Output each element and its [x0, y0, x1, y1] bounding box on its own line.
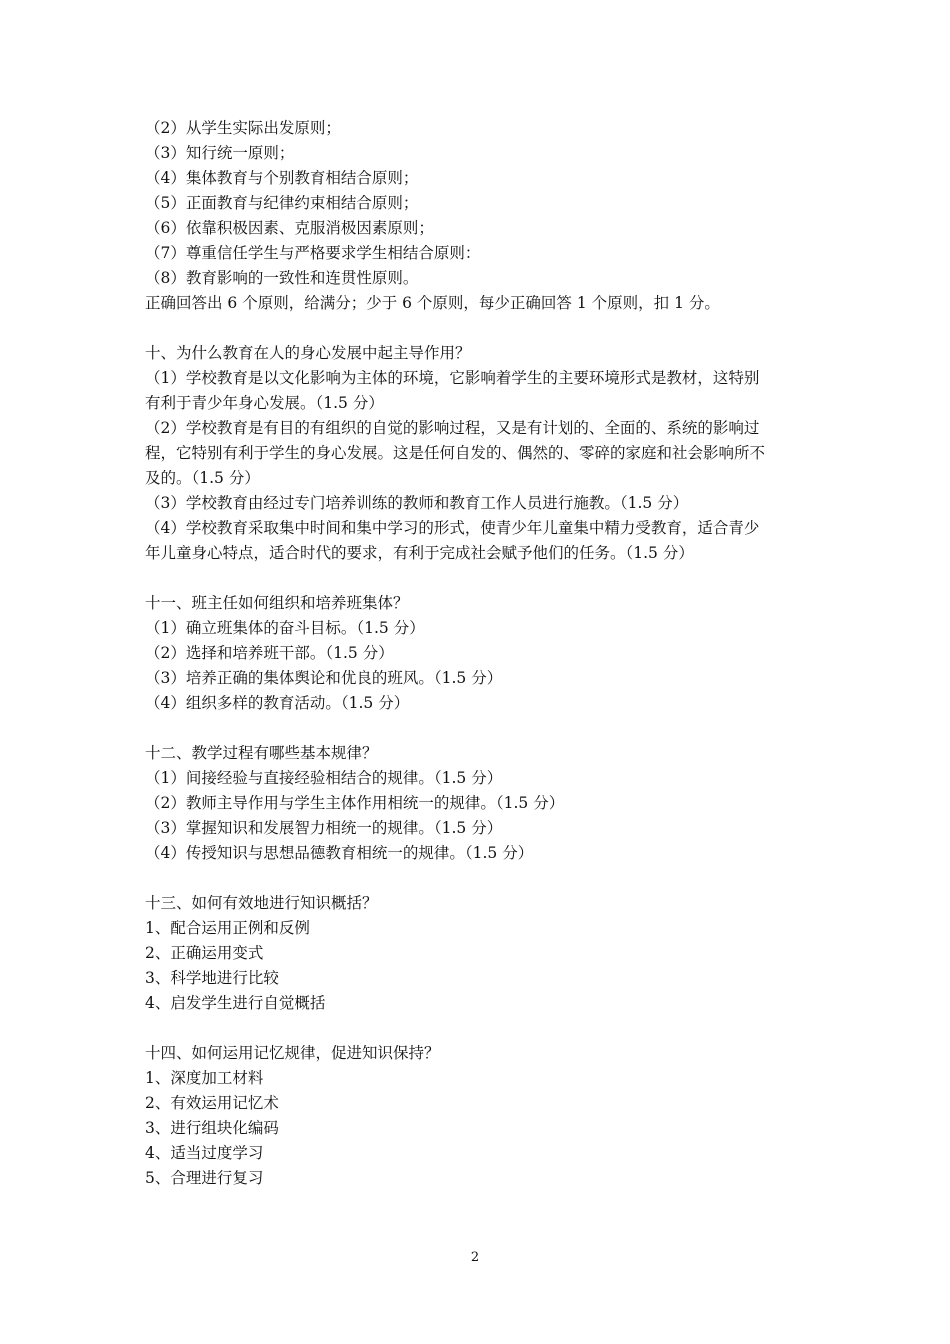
answer-line: 及的。（1.5 分）: [145, 469, 260, 487]
answer-line: 2、正确运用变式: [145, 944, 264, 962]
answer-line: （4）传授知识与思想品德教育相统一的规律。（1.5 分）: [145, 844, 534, 862]
section-gap: [145, 566, 815, 591]
section-11: [145, 591, 815, 716]
answer-line: 1、配合运用正例和反例: [145, 919, 310, 937]
question-title: 十三、如何有效地进行知识概括？: [145, 894, 378, 912]
section-gap: [145, 716, 815, 741]
section-10: [145, 341, 815, 566]
list-item: （4）集体教育与个别教育相结合原则；: [145, 169, 419, 187]
answer-line: 有利于青少年身心发展。（1.5 分）: [145, 394, 384, 412]
list-item: （5）正面教育与纪律约束相结合原则；: [145, 194, 419, 212]
question-title: 十一、班主任如何组织和培养班集体？: [145, 594, 409, 612]
section-gap: [145, 316, 815, 341]
list-item: （3）知行统一原则；: [145, 144, 295, 162]
page-number: 2: [470, 1250, 480, 1265]
question-title: 十四、如何运用记忆规律，促进知识保持？: [145, 1044, 440, 1062]
answer-line: （3）掌握知识和发展智力相统一的规律。（1.5 分）: [145, 819, 503, 837]
page-content: [145, 116, 815, 1191]
answer-line: 4、适当过度学习: [145, 1144, 264, 1162]
answer-line: 3、进行组块化编码: [145, 1119, 279, 1137]
section-14: [145, 1041, 815, 1191]
list-item: （2）从学生实际出发原则；: [145, 119, 341, 137]
answer-line: 5、合理进行复习: [145, 1169, 264, 1187]
section-gap: [145, 866, 815, 891]
answer-line: （2）教师主导作用与学生主体作用相统一的规律。（1.5 分）: [145, 794, 565, 812]
answer-line: 1、深度加工材料: [145, 1069, 264, 1087]
answer-line: 3、科学地进行比较: [145, 969, 279, 987]
answer-line: （2）学校教育是有目的有组织的自觉的影响过程，又是有计划的、全面的、系统的影响过: [145, 419, 760, 437]
intro-items: [145, 116, 815, 316]
answer-line: （1）确立班集体的奋斗目标。（1.5 分）: [145, 619, 425, 637]
answer-line: 4、启发学生进行自觉概括: [145, 994, 326, 1012]
answer-line: （1）学校教育是以文化影响为主体的环境，它影响着学生的主要环境形式是教材，这特别: [145, 369, 760, 387]
answer-line: （3）培养正确的集体舆论和优良的班风。（1.5 分）: [145, 669, 503, 687]
answer-line: （4）组织多样的教育活动。（1.5 分）: [145, 694, 410, 712]
answer-line: 年儿童身心特点，适合时代的要求，有利于完成社会赋予他们的任务。（1.5 分）: [145, 544, 694, 562]
question-title: 十二、教学过程有哪些基本规律？: [145, 744, 378, 762]
list-item: （8）教育影响的一致性和连贯性原则。: [145, 269, 419, 287]
answer-line: （1）间接经验与直接经验相结合的规律。（1.5 分）: [145, 769, 503, 787]
section-gap: [145, 1016, 815, 1041]
section-12: [145, 741, 815, 866]
question-title: 十、为什么教育在人的身心发展中起主导作用？: [145, 344, 471, 362]
answer-line: （4）学校教育采取集中时间和集中学习的形式，使青少年儿童集中精力受教育，适合青少: [145, 519, 760, 537]
scoring-note: 正确回答出 6 个原则，给满分；少于 6 个原则，每少正确回答 1 个原则，扣 1 分。: [145, 294, 720, 312]
list-item: （7）尊重信任学生与严格要求学生相结合原则：: [145, 244, 481, 262]
section-13: [145, 891, 815, 1016]
answer-line: 程，它特别有利于学生的身心发展。这是任何自发的、偶然的、零碎的家庭和社会影响所不: [145, 444, 766, 462]
answer-line: （3）学校教育由经过专门培养训练的教师和教育工作人员进行施教。（1.5 分）: [145, 494, 689, 512]
list-item: （6）依靠积极因素、克服消极因素原则；: [145, 219, 434, 237]
answer-line: 2、有效运用记忆术: [145, 1094, 279, 1112]
answer-line: （2）选择和培养班干部。（1.5 分）: [145, 644, 394, 662]
